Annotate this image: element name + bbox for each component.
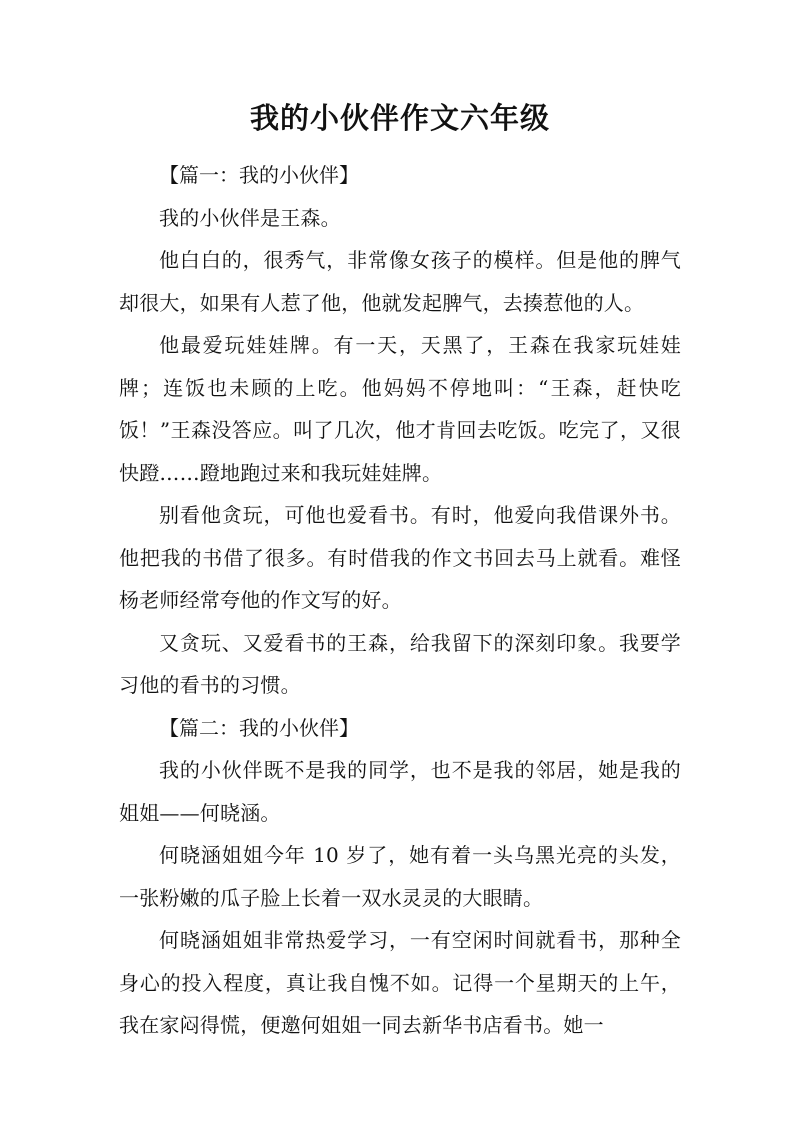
paragraph: 又贪玩、又爱看书的王森，给我留下的深刻印象。我要学习他的看书的习惯。: [119, 630, 681, 697]
section-2-heading: 【篇二：我的小伙伴】: [159, 715, 359, 740]
paragraph: 我的小伙伴既不是我的同学，也不是我的邻居，她是我的姐姐——何晓涵。: [119, 758, 681, 825]
paragraph: 别看他贪玩，可他也爱看书。有时，他爱向我借课外书。他把我的书借了很多。有时借我的作文书回去马上就看。难怪杨老师经常夸他的作文写的好。: [119, 503, 681, 612]
paragraph: 何晓涵姐姐今年 10 岁了，她有着一头乌黑光亮的头发，一张粉嫩的瓜子脸上长着一双水灵灵的大眼睛。: [119, 843, 681, 910]
paragraph: 何晓涵姐姐非常热爱学习，一有空闲时间就看书，那种全身心的投入程度，真让我自愧不如。记得一个星期天的上午，我在家闷得慌，便邀何姐姐一同去新华书店看书。她一: [119, 928, 681, 1037]
document-title: 我的小伙伴作文六年级: [249, 101, 550, 135]
section-1-heading: 【篇一：我的小伙伴】: [159, 163, 359, 187]
paragraph: 他白白的，很秀气，非常像女孩子的模样。但是他的脾气却很大，如果有人惹了他，他就发起脾气，去揍惹他的人。: [119, 248, 681, 315]
document-body: [119, 154, 681, 1047]
paragraph: 我的小伙伴是王森。: [159, 205, 341, 230]
paragraph: 他最爱玩娃娃牌。有一天，天黑了，王森在我家玩娃娃牌；连饭也未顾的上吃。他妈妈不停地叫：“王森，赶快吃饭！”王森没答应。叫了几次，他才肯回去吃饭。吃完了，又很快蹬……蹬地跑过来和我玩娃娃牌。: [119, 333, 681, 485]
